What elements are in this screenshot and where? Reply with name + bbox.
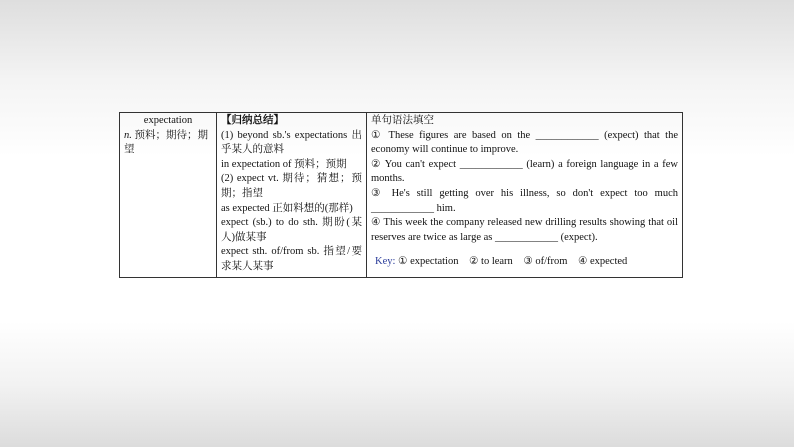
word-meaning: 预料；期待；期望 bbox=[124, 129, 208, 156]
answer: ④ expected bbox=[577, 256, 628, 268]
exercise-question: ④ This week the company released new drilling results showing that oil reserves are twice as large as ____________ (expect). bbox=[371, 217, 678, 243]
exercise-question: ① These figures are based on the ____________ (expect) that the economy will continue to improve. bbox=[371, 129, 678, 156]
answer: ① expectation bbox=[398, 256, 459, 268]
summary-cell bbox=[217, 113, 367, 278]
word-cell bbox=[120, 113, 217, 278]
summary-item: expect (sb.) to do sth. 期盼(某人)做某事 bbox=[221, 217, 362, 243]
exercise-title: 单句语法填空 bbox=[371, 115, 434, 126]
headword: expectation bbox=[143, 115, 193, 126]
exercise-question: ③ He's still getting over his illness, so don't expect too much ____________ him. bbox=[371, 187, 678, 214]
summary-item: as expected 正如料想的(那样) bbox=[221, 202, 353, 214]
answer-key bbox=[371, 255, 678, 270]
exercise-cell bbox=[367, 113, 683, 278]
exercise-question: ② You can't expect ____________ (learn) a foreign language in a few months. bbox=[371, 158, 678, 185]
summary-item: in expectation of 预料；预期 bbox=[221, 158, 347, 170]
table-row bbox=[120, 113, 683, 278]
summary-item: (1) beyond sb.'s expectations 出乎某人的意料 bbox=[221, 129, 362, 156]
summary-item: expect sth. of/from sb. 指望/要求某人某事 bbox=[221, 246, 362, 272]
vocabulary-table bbox=[119, 112, 683, 278]
answer: ③ of/from bbox=[523, 256, 568, 268]
key-label: Key: bbox=[375, 256, 396, 268]
summary-title: 【归纳总结】 bbox=[221, 115, 284, 126]
summary-item: (2) expect vt. 期待；猜想；预期；指望 bbox=[221, 173, 362, 199]
answer: ② to learn bbox=[468, 256, 513, 268]
part-of-speech: n. bbox=[124, 129, 132, 141]
